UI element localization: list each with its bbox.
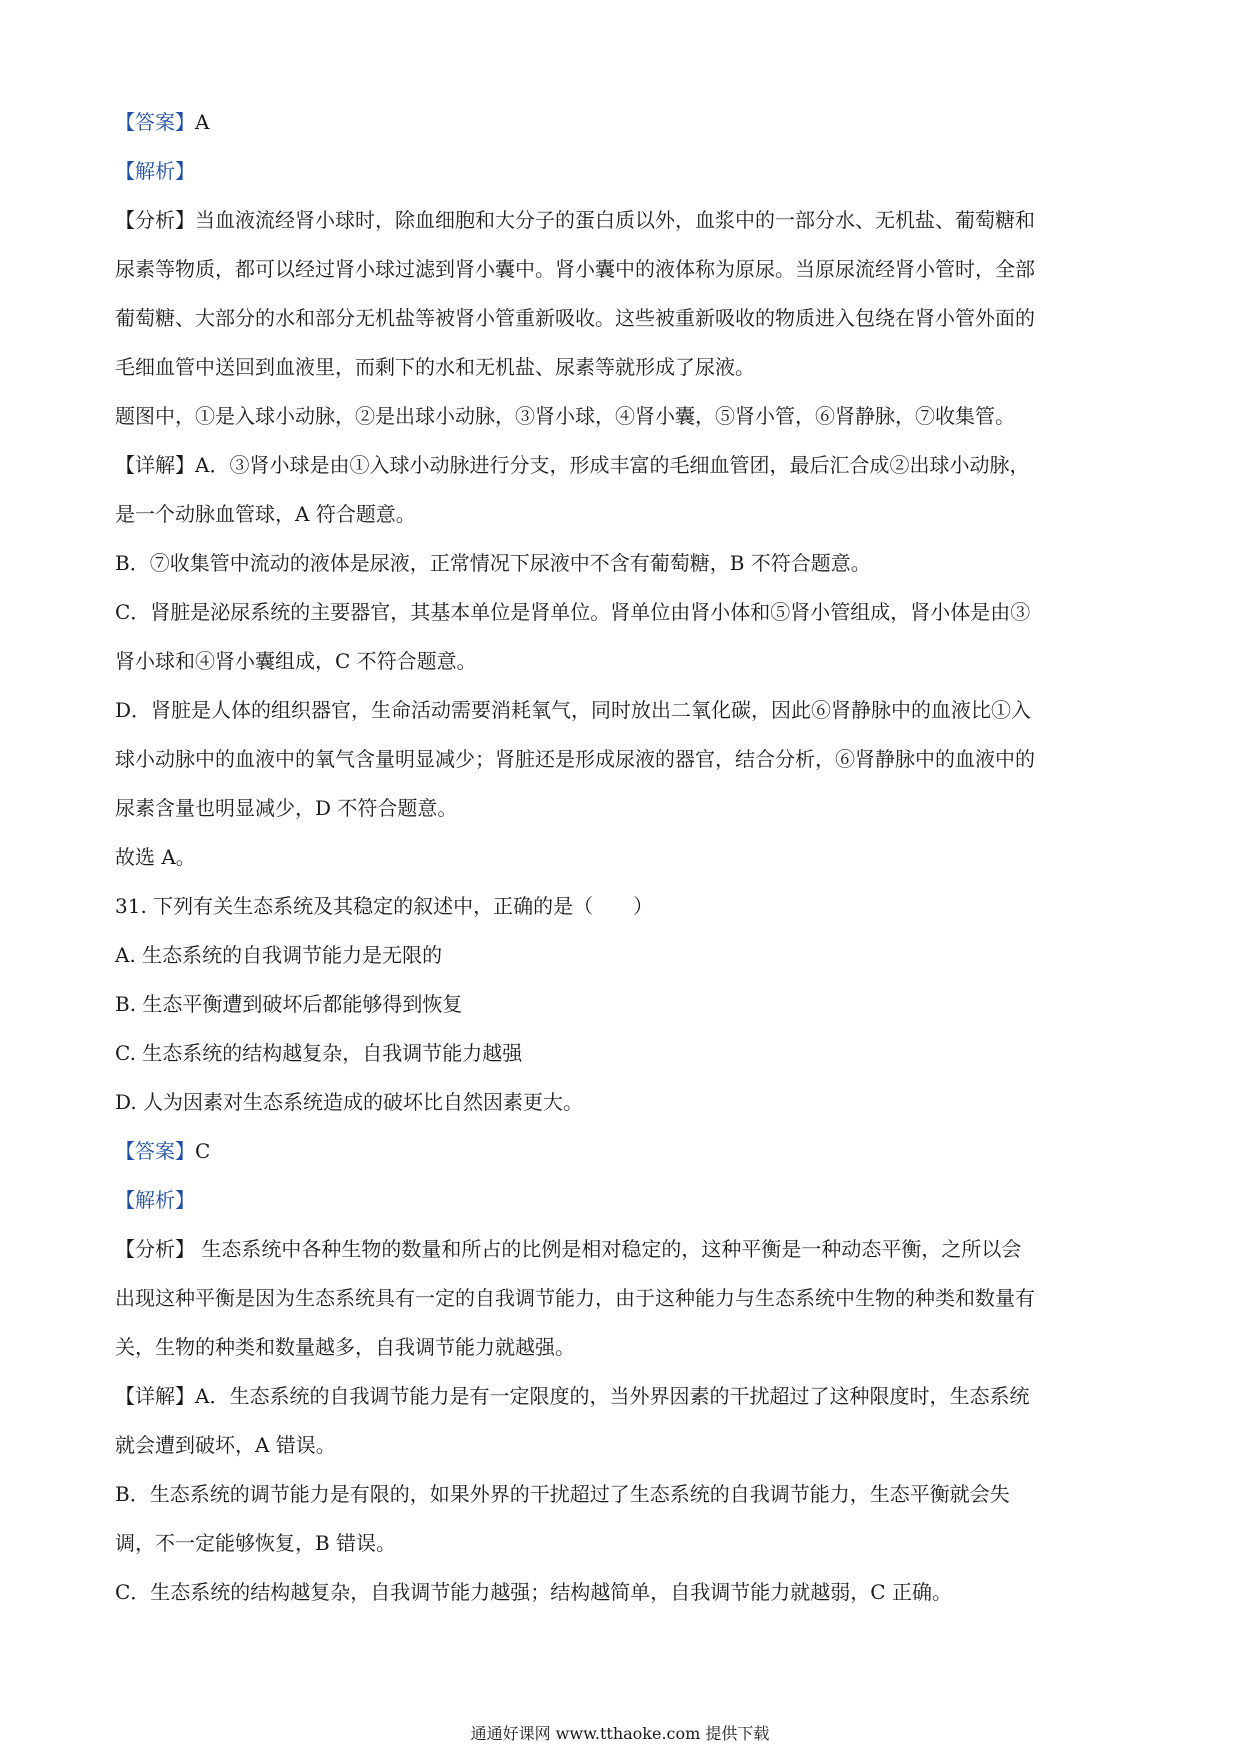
analysis-text-line: 肾小球和④肾小囊组成，C 不符合题意。: [115, 649, 477, 673]
analysis-text-line: 葡萄糖、大部分的水和部分无机盐等被肾小管重新吸收。这些被重新吸收的物质进入包绕在肾小管外面的: [115, 306, 1035, 330]
answer-value: A: [195, 110, 210, 134]
analysis-text-line: 【详解】A．生态系统的自我调节能力是有一定限度的，当外界因素的干扰超过了这种限度时，生态系统: [115, 1384, 1030, 1408]
analysis-text-line: 【详解】A．③肾小球是由①入球小动脉进行分支，形成丰富的毛细血管团，最后汇合成②出球小动脉，: [115, 453, 1030, 477]
analysis-text-line: 【分析】当血液流经肾小球时，除血细胞和大分子的蛋白质以外，血浆中的一部分水、无机盐、葡萄糖和: [115, 208, 1035, 232]
analysis-text-line: D．肾脏是人体的组织器官，生命活动需要消耗氧气，同时放出二氧化碳，因此⑥肾静脉中的血液比①入: [115, 698, 1032, 722]
analysis-text-line: B．生态系统的调节能力是有限的，如果外界的干扰超过了生态系统的自我调节能力，生态平衡就会失: [115, 1482, 1010, 1506]
question-option-d: D. 人为因素对生态系统造成的破坏比自然因素更大。: [115, 1090, 584, 1114]
analysis-text-line: 是一个动脉血管球，A 符合题意。: [115, 502, 416, 526]
analysis-text-line: 【分析】 生态系统中各种生物的数量和所占的比例是相对稳定的，这种平衡是一种动态平衡，之所以会: [115, 1237, 1022, 1261]
answer-line: [115, 1127, 1127, 1176]
analysis-text-line: 球小动脉中的血液中的氧气含量明显减少；肾脏还是形成尿液的器官，结合分析，⑥肾静脉中的血液中的: [115, 747, 1035, 771]
analysis-text-line: C．生态系统的结构越复杂，自我调节能力越强；结构越简单，自我调节能力就越弱，C 正确。: [115, 1580, 952, 1604]
analysis-text-line: 毛细血管中送回到血液里，而剩下的水和无机盐、尿素等就形成了尿液。: [115, 355, 755, 379]
analysis-tag: 【解析】: [115, 1188, 195, 1212]
page-footer: 通通好课网 www.tthaoke.com 提供下载: [470, 1724, 770, 1743]
analysis-text-line: 尿素等物质，都可以经过肾小球过滤到肾小囊中。肾小囊中的液体称为原尿。当原尿流经肾小管时，全部: [115, 257, 1035, 281]
question-option-c: C. 生态系统的结构越复杂，自我调节能力越强: [115, 1041, 523, 1065]
answer-tag: 【答案】: [115, 1139, 195, 1163]
answer-line: [115, 98, 1127, 147]
analysis-text-line: 关，生物的种类和数量越多，自我调节能力就越强。: [115, 1335, 575, 1359]
analysis-text-line: 题图中，①是入球小动脉，②是出球小动脉，③肾小球，④肾小囊，⑤肾小管，⑥肾静脉，⑦收集管。: [115, 404, 1015, 428]
answer-tag: 【答案】: [115, 110, 195, 134]
analysis-text-line: 尿素含量也明显减少，D 不符合题意。: [115, 796, 458, 820]
analysis-text-line: 出现这种平衡是因为生态系统具有一定的自我调节能力，由于这种能力与生态系统中生物的种类和数量有: [115, 1286, 1035, 1310]
question-option-a: A. 生态系统的自我调节能力是无限的: [115, 943, 443, 967]
analysis-text-line: 调，不一定能够恢复，B 错误。: [115, 1531, 397, 1555]
analysis-tag: 【解析】: [115, 159, 195, 183]
document-page: [115, 98, 1127, 1617]
analysis-text-line: 就会遭到破坏，A 错误。: [115, 1433, 336, 1457]
answer-value: C: [195, 1139, 211, 1163]
conclusion-line: 故选 A。: [115, 845, 196, 869]
question-option-b: B. 生态平衡遭到破坏后都能够得到恢复: [115, 992, 463, 1016]
analysis-text-line: C．肾脏是泌尿系统的主要器官，其基本单位是肾单位。肾单位由肾小体和⑤肾小管组成，肾小体是由③: [115, 600, 1031, 624]
analysis-text-line: B．⑦收集管中流动的液体是尿液，正常情况下尿液中不含有葡萄糖，B 不符合题意。: [115, 551, 871, 575]
question-stem: 31. 下列有关生态系统及其稳定的叙述中，正确的是（ ）: [115, 894, 654, 918]
